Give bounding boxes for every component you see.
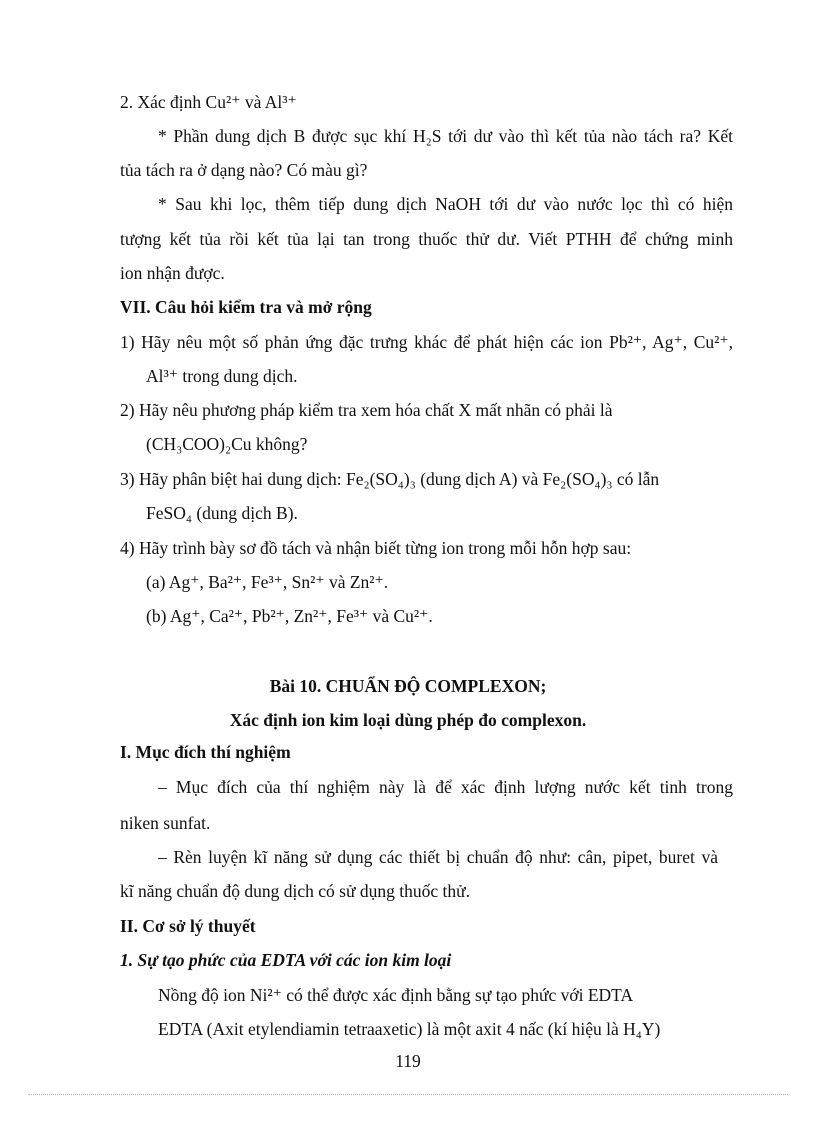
paragraph-line: Nồng độ ion Ni²⁺ có thể được xác định bằng sự tạo phức với EDTA [158,985,634,1005]
question-2-cont: (CH₃COO)₂Cu không? [146,434,308,454]
page-number: 119 [395,1051,421,1071]
section-i-heading: I. Mục đích thí nghiệm [120,742,291,762]
paragraph-line: EDTA (Axit etylendiamin tetraaxetic) là một axit 4 nấc (kí hiệu là H₄Y) [158,1019,661,1039]
paragraph-line: tủa tách ra ở dạng nào? Có màu gì? [120,160,368,180]
bottom-divider [28,1094,788,1095]
question-4: 4) Hãy trình bày sơ đồ tách và nhận biết từng ion trong mỗi hỗn hợp sau: [120,538,632,558]
section-2-title: 2. Xác định Cu²⁺ và Al³⁺ [120,92,297,112]
question-4-b: (b) Ag⁺, Ca²⁺, Pb²⁺, Zn²⁺, Fe³⁺ và Cu²⁺. [146,606,433,626]
question-4-a: (a) Ag⁺, Ba²⁺, Fe³⁺, Sn²⁺ và Zn²⁺. [146,572,389,592]
paragraph-line: * Sau khi lọc, thêm tiếp dung dịch NaOH tới dư vào nước lọc thì có hiện [158,194,733,214]
paragraph-line: – Mục đích của thí nghiệm này là để xác định lượng nước kết tinh trong [158,777,733,797]
paragraph-line: niken sunfat. [120,813,211,833]
paragraph-line: kĩ năng chuẩn độ dung dịch có sử dụng thuốc thử. [120,881,470,901]
paragraph-line: * Phần dung dịch B được sục khí H₂S tới dư vào thì kết tủa nào tách ra? Kết [158,126,733,146]
question-3: 3) Hãy phân biệt hai dung dịch: Fe₂(SO₄)₃ (dung dịch A) và Fe₂(SO₄)₃ có lẫn [120,469,660,489]
lesson-title: Bài 10. CHUẨN ĐỘ COMPLEXON; [269,676,547,696]
section-ii-heading: II. Cơ sở lý thuyết [120,916,256,936]
section-ii-subheading: 1. Sự tạo phức của EDTA với các ion kim loại [120,950,452,970]
question-3-cont: FeSO₄ (dung dịch B). [146,503,298,523]
paragraph-line: ion nhận được. [120,263,225,283]
question-1: 1) Hãy nêu một số phản ứng đặc trưng khác để phát hiện các ion Pb²⁺, Ag⁺, Cu²⁺, [120,332,733,352]
section-vii-heading: VII. Câu hỏi kiểm tra và mở rộng [120,297,372,317]
paragraph-line: – Rèn luyện kĩ năng sử dụng các thiết bị chuẩn độ như: cân, pipet, buret và [158,847,718,867]
lesson-subtitle: Xác định ion kim loại dùng phép đo complexon. [229,710,587,730]
paragraph-line: tượng kết tủa rồi kết tủa lại tan trong thuốc thử dư. Viết PTHH để chứng minh [120,229,733,249]
question-1-cont: Al³⁺ trong dung dịch. [146,366,298,386]
question-2: 2) Hãy nêu phương pháp kiểm tra xem hóa chất X mất nhãn có phải là [120,400,613,420]
